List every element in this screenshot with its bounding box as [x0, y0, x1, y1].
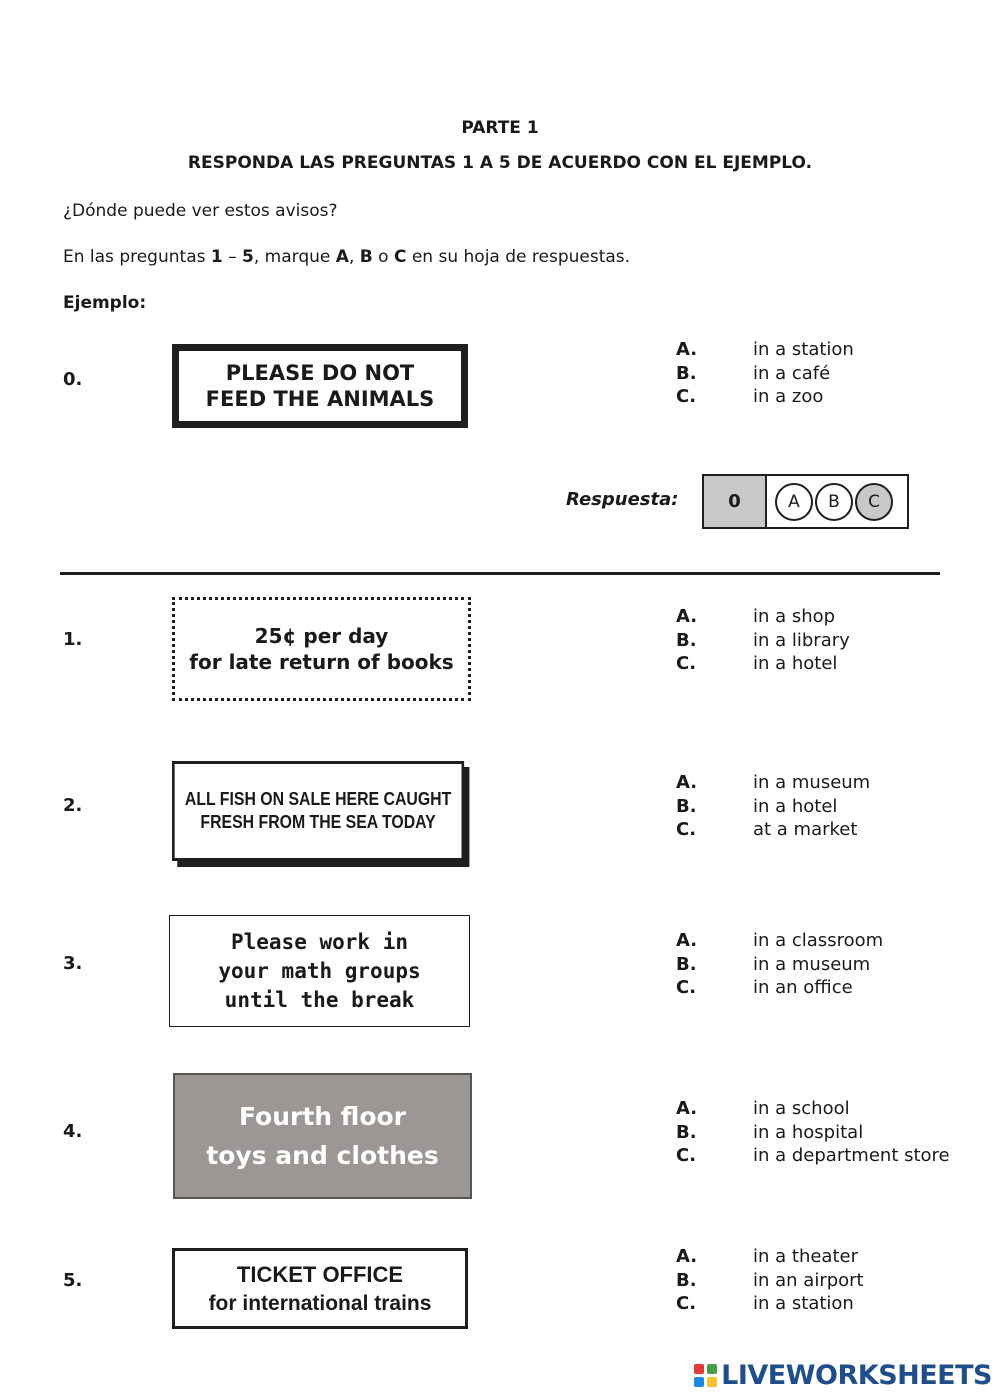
option-a[interactable]: A. in a school — [676, 1098, 850, 1119]
sign-line: FRESH FROM THE SEA TODAY — [200, 812, 436, 832]
option-a[interactable]: A. in a station — [676, 339, 854, 360]
sign-line: Please work in — [230, 929, 408, 954]
example-sign — [172, 344, 468, 428]
example-label: Ejemplo: — [63, 293, 147, 313]
option-c[interactable]: C. in a department store — [676, 1145, 950, 1166]
brand-text: LIVEWORKSHEETS — [721, 1360, 992, 1391]
sign-line: 25¢ per day — [254, 624, 389, 648]
example-number: 0. — [63, 369, 83, 390]
question-1-options — [676, 605, 850, 676]
sign-line: your math groups — [218, 958, 421, 983]
question-4-options — [676, 1097, 950, 1168]
question-1-number: 1. — [63, 629, 83, 650]
logo-square — [707, 1377, 717, 1387]
answer-label: Respuesta: — [566, 489, 679, 510]
sign-line: for international trains — [208, 1291, 432, 1315]
answer-choice-c[interactable]: C — [855, 483, 893, 521]
logo-square — [694, 1364, 704, 1374]
question-5-options — [676, 1245, 864, 1316]
sign-line: ALL FISH ON SALE HERE CAUGHT — [184, 789, 452, 809]
question-4-sign — [173, 1073, 472, 1199]
question-1-sign — [172, 597, 471, 701]
option-c[interactable]: C. at a market — [676, 819, 858, 840]
intro-question: ¿Dónde puede ver estos avisos? — [63, 201, 338, 221]
question-3-sign — [169, 915, 470, 1027]
option-a[interactable]: A. in a theater — [676, 1246, 858, 1267]
question-3-number: 3. — [63, 953, 83, 974]
divider — [60, 572, 940, 575]
answer-choice-b[interactable]: B — [815, 483, 853, 521]
option-b[interactable]: B. in a café — [676, 362, 831, 384]
question-2-number: 2. — [63, 795, 83, 816]
question-5-sign — [172, 1248, 468, 1329]
option-a[interactable]: A. in a museum — [676, 772, 871, 793]
option-c[interactable]: C. in a zoo — [676, 386, 824, 407]
sign-line: TICKET OFFICE — [236, 1261, 404, 1287]
answer-number: 0 — [704, 476, 767, 527]
answer-choice-a[interactable]: A — [775, 483, 813, 521]
logo-square — [707, 1364, 717, 1374]
sign-line: Fourth floor — [238, 1102, 407, 1131]
option-a[interactable]: A. in a classroom — [676, 930, 884, 951]
option-c[interactable]: C. in a station — [676, 1293, 854, 1314]
sign-line: FEED THE ANIMALS — [205, 387, 435, 411]
sign-line: for late return of books — [189, 650, 454, 674]
option-b[interactable]: B. in a library — [676, 629, 850, 651]
logo-square — [694, 1377, 704, 1387]
example-options — [676, 338, 854, 409]
answer-box — [702, 474, 909, 529]
liveworksheets-icon — [694, 1364, 717, 1387]
option-b[interactable]: B. in an airport — [676, 1269, 864, 1291]
intro-instructions: En las preguntas 1 – 5, marque A, B o C en su hoja de respuestas. — [63, 247, 631, 267]
question-2-sign — [172, 761, 464, 861]
sign-line: PLEASE DO NOT — [225, 361, 415, 385]
option-b[interactable]: B. in a hotel — [676, 795, 838, 817]
question-3-options — [676, 929, 883, 1000]
question-5-number: 5. — [63, 1270, 83, 1291]
question-2-options — [676, 771, 870, 842]
option-b[interactable]: B. in a museum — [676, 953, 871, 975]
part-title: PARTE 1 — [461, 118, 539, 138]
liveworksheets-logo — [694, 1360, 992, 1391]
instruction-heading: RESPONDA LAS PREGUNTAS 1 A 5 DE ACUERDO CON EL EJEMPLO. — [187, 153, 813, 173]
question-4-number: 4. — [63, 1121, 83, 1142]
option-c[interactable]: C. in an office — [676, 977, 853, 998]
option-b[interactable]: B. in a hospital — [676, 1121, 864, 1143]
option-a[interactable]: A. in a shop — [676, 606, 836, 627]
sign-line: until the break — [224, 987, 415, 1012]
option-c[interactable]: C. in a hotel — [676, 653, 838, 674]
sign-line: toys and clothes — [206, 1141, 439, 1170]
